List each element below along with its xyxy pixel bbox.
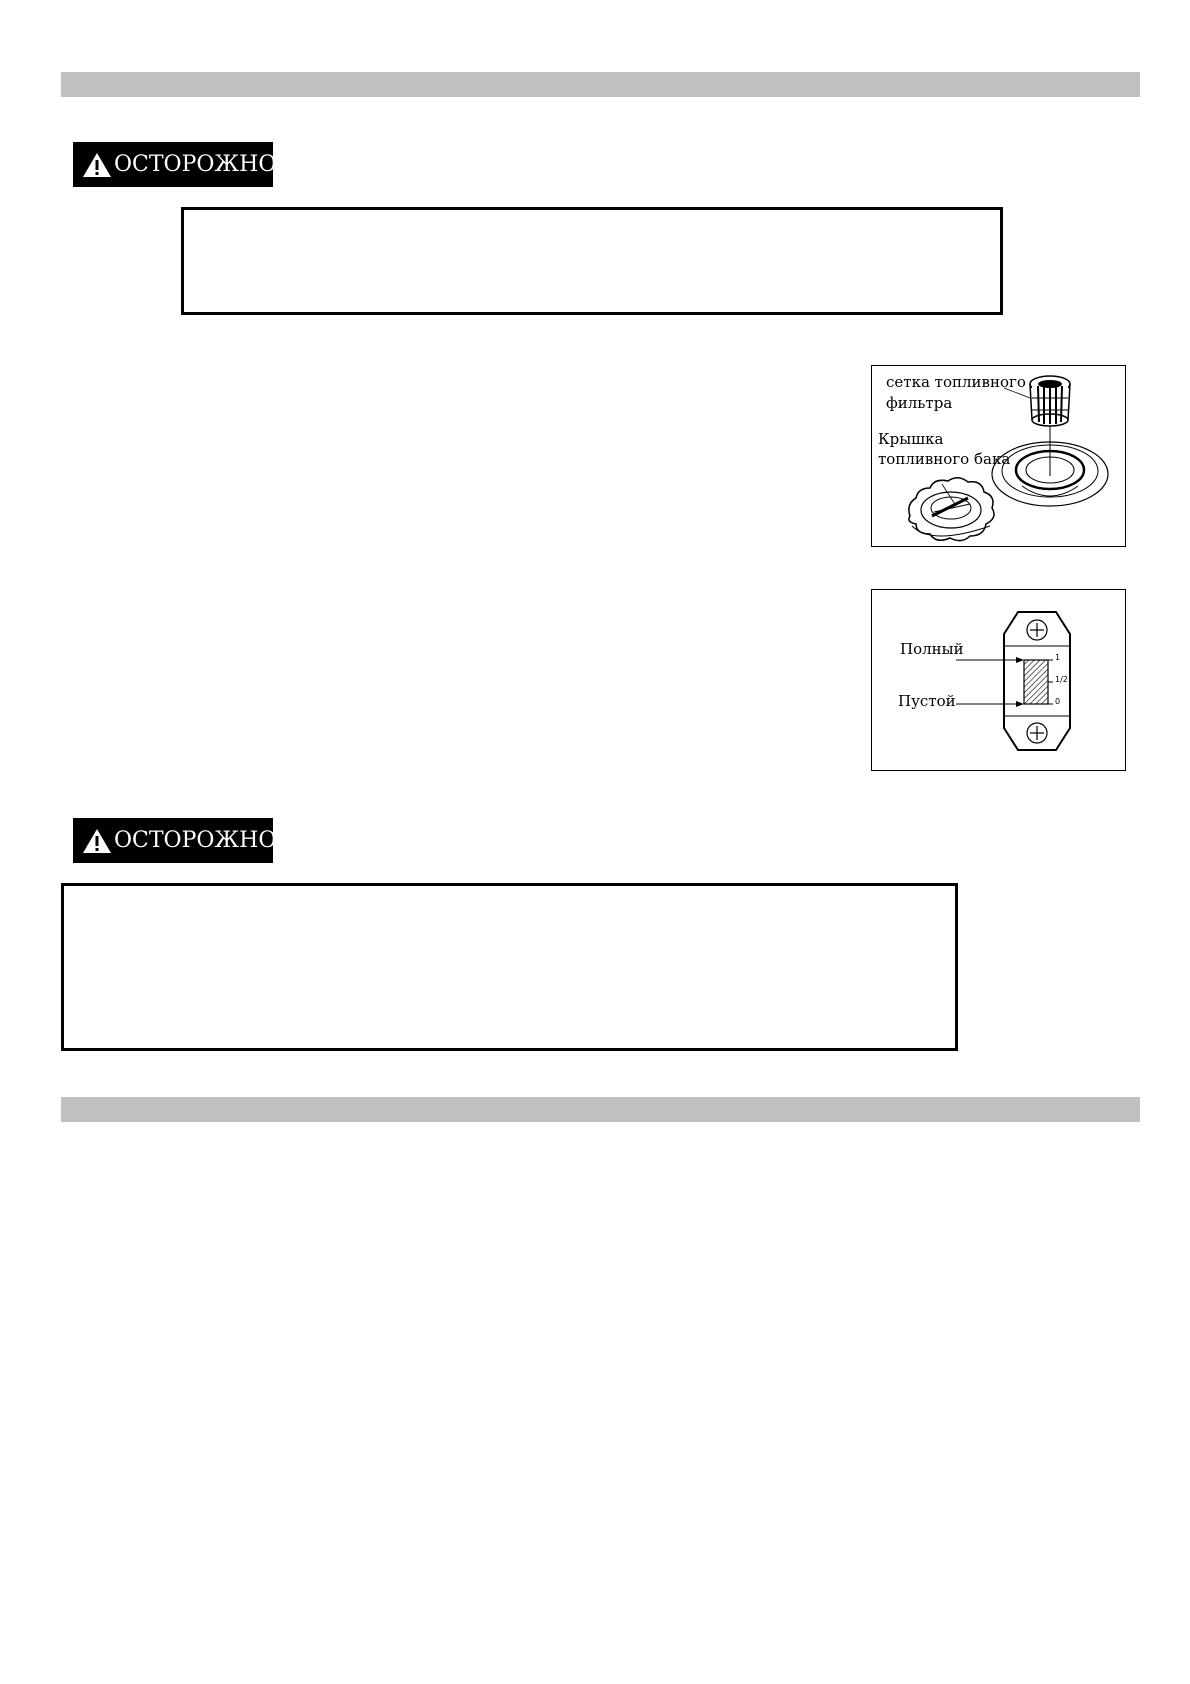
warning-label: ОСТОРОЖНО xyxy=(114,828,277,853)
cap-label-line2: топливного бака xyxy=(878,450,1011,468)
filter-label-line1: сетка топливного xyxy=(886,373,1026,391)
section-header-bar xyxy=(61,72,1140,97)
warning-notice-box xyxy=(181,207,1003,315)
warning-triangle-icon xyxy=(81,151,113,179)
warning-notice-box-second xyxy=(61,883,958,1051)
fuel-filter-figure xyxy=(871,365,1126,547)
fuel-gauge-figure xyxy=(871,589,1126,771)
gauge-tick-empty: 0 xyxy=(1055,697,1061,706)
gauge-empty-label: Пустой xyxy=(898,692,956,710)
filter-label-line2: фильтра xyxy=(886,394,953,412)
fuel-gauge-illustration xyxy=(872,590,1127,772)
gauge-tick-half: 1/2 xyxy=(1055,675,1068,684)
warning-label: ОСТОРОЖНО xyxy=(114,152,277,177)
warning-triangle-icon xyxy=(81,827,113,855)
gauge-fill-level xyxy=(1024,660,1048,704)
gauge-full-label: Полный xyxy=(900,640,964,658)
cap-label-line1: Крышка xyxy=(878,430,944,448)
gauge-tick-full: 1 xyxy=(1055,653,1061,662)
warning-badge xyxy=(73,142,277,187)
warning-badge-second xyxy=(73,818,277,863)
section-header-bar-second xyxy=(61,1097,1140,1122)
